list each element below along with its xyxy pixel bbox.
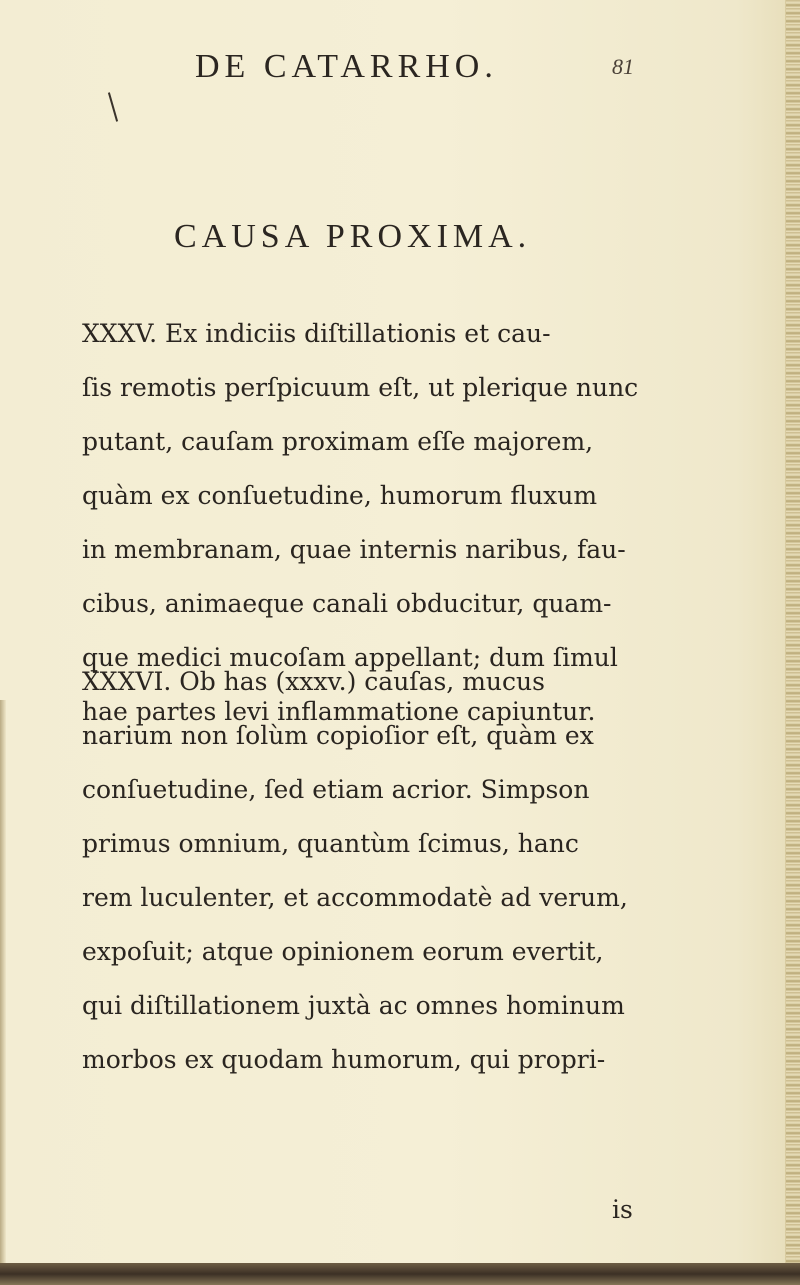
text-line: morbos ex quodam humorum, qui propri-	[82, 1045, 606, 1074]
running-title: DE CATARRHO.	[195, 48, 498, 85]
text-line: conſuetudine, ſed etiam acrior. Simpson	[82, 775, 590, 804]
page-edge-right	[785, 0, 800, 1285]
text-line: putant, cauſam proximam eſſe majorem,	[82, 427, 594, 456]
text-line: primus omnium, quantùm ſcimus, hanc	[82, 829, 579, 858]
text-line: quàm ex conſuetudine, humorum fluxum	[82, 481, 598, 510]
text-line: XXXV. Ex indiciis diſtillationis et cau-	[82, 319, 551, 348]
text-line: in membranam, quae internis naribus, fau-	[82, 535, 626, 564]
page-edge-bottom	[0, 1263, 800, 1285]
text-line: hae partes levi inflammatione capiuntur.	[82, 697, 596, 726]
page-number: 81	[612, 54, 634, 79]
text-line: rem luculenter, et accommodatè ad verum,	[82, 883, 628, 912]
page-edge-left	[0, 700, 6, 1285]
section-title: CAUSA PROXIMA.	[174, 218, 532, 255]
text-line: narium non ſolùm copioſior eſt, quàm ex	[82, 721, 594, 750]
text-line: cibus, animaeque canali obducitur, quam-	[82, 589, 612, 618]
text-line: que medici mucoſam appellant; dum ſimul	[82, 643, 618, 672]
text-line: qui diſtillationem juxtà ac omnes hominum	[82, 991, 625, 1020]
text-line: expoſuit; atque opinionem eorum evertit,	[82, 937, 604, 966]
ink-mark	[108, 92, 118, 121]
text-line: ſis remotis perſpicuum eſt, ut plerique nunc	[82, 373, 639, 402]
catchword: is	[612, 1195, 633, 1224]
text-line: XXXVI. Ob has (xxxv.) cauſas, mucus	[82, 667, 545, 696]
paragraph-xxxvi	[82, 655, 662, 1087]
